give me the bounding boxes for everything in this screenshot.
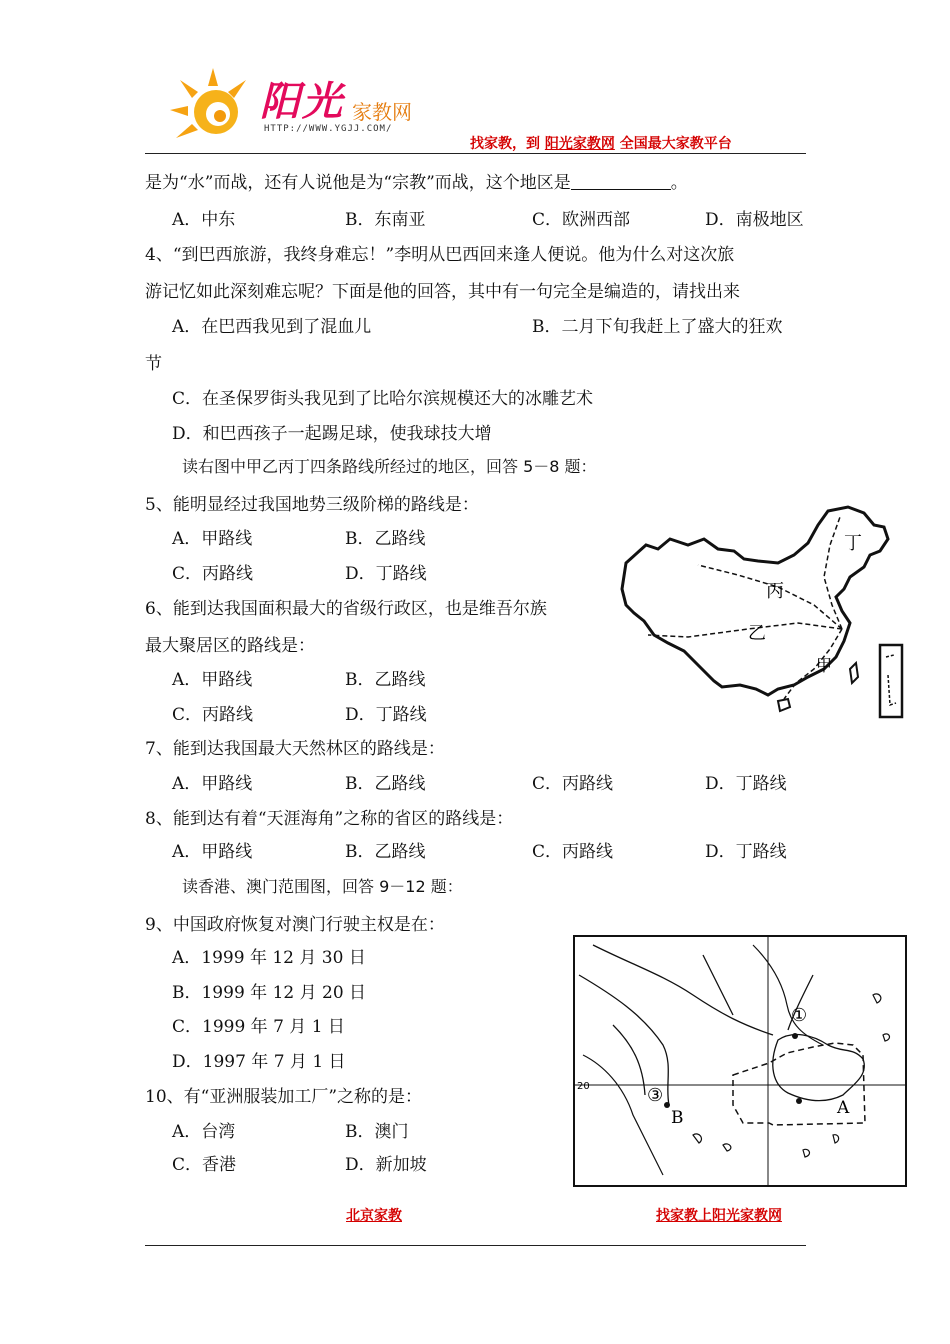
header-slogan (470, 133, 732, 153)
footer-link-ygjj[interactable]: 找家教上阳光家教网 (656, 1208, 782, 1224)
section-intro-9-12: 读香港、澳门范围图，回答 9－12 题： (182, 877, 463, 896)
hainan-outline (778, 699, 790, 711)
q3-end: 。 (670, 173, 688, 193)
q4-option-d: D．和巴西孩子一起踢足球，使我球技大增 (172, 424, 492, 444)
q8-option-a: A．甲路线 (172, 842, 253, 862)
q3-blank (571, 173, 671, 190)
slogan-link[interactable]: 阳光家教网 (544, 136, 615, 152)
route-label-bing: 丙 (766, 581, 784, 602)
q5-option-a: A．甲路线 (172, 529, 253, 549)
q7-option-c: C．丙路线 (532, 774, 614, 794)
q10-stem: 10、有“亚洲服装加工厂”之称的是： (145, 1087, 423, 1107)
section-intro-5-8: 读右图中甲乙丙丁四条路线所经过的地区，回答 5－8 题： (182, 457, 597, 476)
marker-3-point (664, 1102, 670, 1108)
q6-option-d: D．丁路线 (345, 705, 427, 725)
marker-1-point (792, 1033, 798, 1039)
map-label-1: ① (791, 1005, 808, 1026)
q8-option-c: C．丙路线 (532, 842, 614, 862)
q10-option-b: B．澳门 (345, 1122, 409, 1142)
slogan-part-a: 找家教，到 (470, 136, 545, 152)
q6-option-b: B．乙路线 (345, 670, 426, 690)
q9-option-d: D．1997 年 7 月 1 日 (172, 1052, 346, 1072)
q6-option-c: C．丙路线 (172, 705, 254, 725)
taiwan-outline (850, 663, 858, 683)
q6-option-a: A．甲路线 (172, 670, 253, 690)
q4-option-c: C．在圣保罗街头我见到了比哈尔滨规模还大的冰雕艺术 (172, 389, 594, 409)
q3-tail (145, 173, 688, 193)
map-label-b: B (671, 1108, 684, 1128)
hk-macau-map (573, 935, 907, 1188)
q4-option-b: B．二月下旬我赶上了盛大的狂欢 (532, 317, 783, 337)
q5-option-c: C．丙路线 (172, 564, 254, 584)
q9-option-c: C．1999 年 7 月 1 日 (172, 1017, 345, 1037)
q5-stem: 5、能明显经过我国地势三级阶梯的路线是： (145, 495, 479, 515)
q4-stem-line1: 4、“到巴西旅游，我终身难忘！”李明从巴西回来逢人便说。他为什么对这次旅 (145, 245, 735, 265)
map-label-a: A (837, 1098, 850, 1118)
q4-option-b-cont: 节 (145, 354, 162, 374)
slogan-part-b: 全国最大家教平台 (614, 136, 732, 152)
footer-rule (145, 1245, 806, 1246)
q6-stem-line2: 最大聚居区的路线是： (145, 636, 315, 656)
q10-option-c: C．香港 (172, 1155, 237, 1175)
route-label-jia: 甲 (816, 656, 833, 675)
south-sea-islands (886, 655, 896, 705)
footer-link-beijing[interactable]: 北京家教 (346, 1208, 402, 1224)
q10-option-a: A．台湾 (172, 1122, 236, 1142)
q7-option-b: B．乙路线 (345, 774, 426, 794)
sun-icon (168, 66, 258, 146)
q3-option-d: D．南极地区 (705, 210, 804, 230)
route-ding (824, 517, 842, 629)
q7-option-a: A．甲路线 (172, 774, 253, 794)
q9-stem: 9、中国政府恢复对澳门行驶主权是在： (145, 915, 445, 935)
map-label-20: 20 (577, 1081, 590, 1092)
map-frame (574, 936, 906, 1186)
q3-text: 是为“水”而战，还有人说他是为“宗教”而战，这个地区是 (145, 173, 571, 193)
logo-url: HTTP://WWW.YGJJ.COM/ (264, 124, 393, 134)
q7-option-d: D．丁路线 (705, 774, 787, 794)
q9-option-a: A．1999 年 12 月 30 日 (172, 948, 366, 968)
q10-option-d: D．新加坡 (345, 1155, 427, 1175)
route-jia (784, 629, 842, 699)
q8-stem: 8、能到达有着“天涯海角”之称的省区的路线是： (145, 809, 514, 829)
q4-stem-line2: 游记忆如此深刻难忘呢？下面是他的回答，其中有一句完全是编造的，请找出来 (145, 282, 740, 302)
site-logo[interactable] (168, 66, 468, 146)
marker-hk-point (796, 1098, 802, 1104)
map-label-3: ③ (647, 1085, 664, 1106)
q5-option-d: D．丁路线 (345, 564, 427, 584)
q3-option-c: C．欧洲西部 (532, 210, 631, 230)
logo-main-text: 阳光 (260, 79, 344, 125)
q5-option-b: B．乙路线 (345, 529, 426, 549)
q8-option-b: B．乙路线 (345, 842, 426, 862)
logo-sub-text: 家教网 (352, 100, 412, 124)
q6-stem-line1: 6、能到达我国面积最大的省级行政区，也是维吾尔族 (145, 599, 547, 619)
q3-option-a: A．中东 (172, 210, 236, 230)
q7-stem: 7、能到达我国最大天然林区的路线是： (145, 739, 445, 759)
q3-option-b: B．东南亚 (345, 210, 426, 230)
q4-option-a: A．在巴西我见到了混血儿 (172, 317, 372, 337)
header-rule (145, 153, 806, 154)
route-yi (648, 623, 842, 637)
q9-option-b: B．1999 年 12 月 20 日 (172, 983, 367, 1003)
route-label-yi: 乙 (748, 623, 766, 644)
china-routes-map (618, 505, 908, 720)
route-label-ding: 丁 (844, 533, 862, 554)
q8-option-d: D．丁路线 (705, 842, 787, 862)
